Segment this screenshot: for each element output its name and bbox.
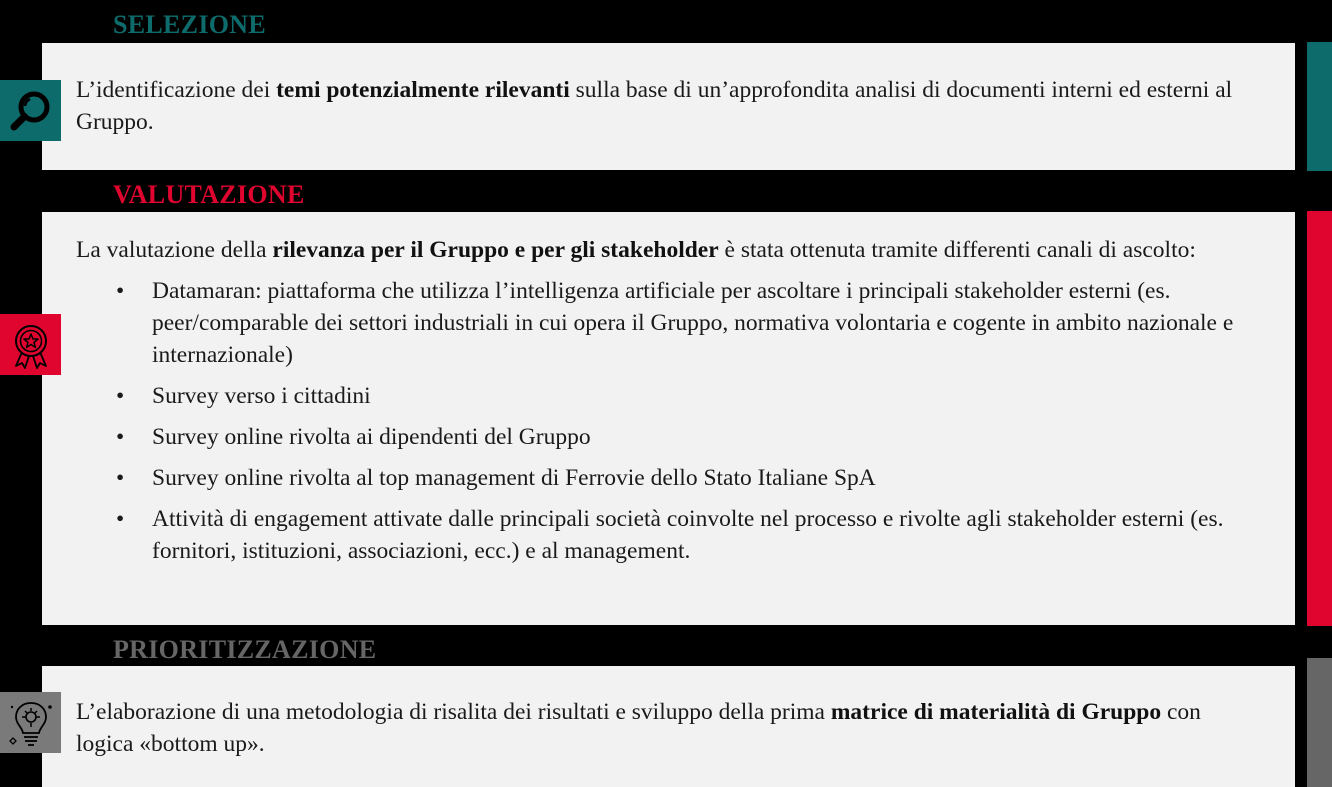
- lightbulb-idea-icon: [0, 692, 61, 753]
- section-title-valutazione: VALUTAZIONE: [113, 180, 305, 209]
- accent-bar-prioritizzazione: [1307, 658, 1332, 787]
- panel-selezione: [42, 43, 1295, 170]
- panel-valutazione: [42, 212, 1295, 625]
- section-title-prioritizzazione: PRIORITIZZAZIONE: [113, 635, 377, 664]
- prioritizzazione-text: L’elaborazione di una metodologia di risalita dei risultati e sviluppo della prima matrice di materialità di Gruppo con logica «bottom up».: [76, 699, 1201, 757]
- award-ribbon-icon: [0, 314, 61, 375]
- list-item: • Attività di engagement attivate dalle principali società coinvolte nel processo e rivolte agli stakeholder esterni (es. fornitori, istituzioni, associazioni, ecc.) e al management.: [116, 506, 1224, 564]
- list-item: • Survey online rivolta al top management di Ferrovie dello Stato Italiane SpA: [116, 465, 876, 491]
- accent-bar-valutazione: [1307, 211, 1332, 626]
- list-item: • Survey verso i cittadini: [116, 383, 371, 409]
- section-title-selezione: SELEZIONE: [113, 10, 266, 39]
- magnifier-icon: [0, 80, 61, 141]
- channels-list: [76, 275, 1255, 567]
- list-item: • Datamaran: piattaforma che utilizza l’intelligenza artificiale per ascoltare i principali stakeholder esterni (es. peer/comparable dei settori industriali in cui opera il Gruppo, normativa volontaria e cogente in ambito nazionale e internazionale): [116, 278, 1234, 368]
- list-item: • Survey online rivolta ai dipendenti del Gruppo: [116, 424, 591, 450]
- valutazione-intro: La valutazione della rilevanza per il Gruppo e per gli stakeholder è stata ottenuta tramite differenti canali di ascolto:: [76, 237, 1196, 263]
- panel-prioritizzazione: [42, 666, 1295, 787]
- selezione-text: L’identificazione dei temi potenzialmente rilevanti sulla base di un’approfondita analisi di documenti interni ed esterni al Gruppo.: [76, 77, 1233, 135]
- accent-bar-selezione: [1307, 42, 1332, 171]
